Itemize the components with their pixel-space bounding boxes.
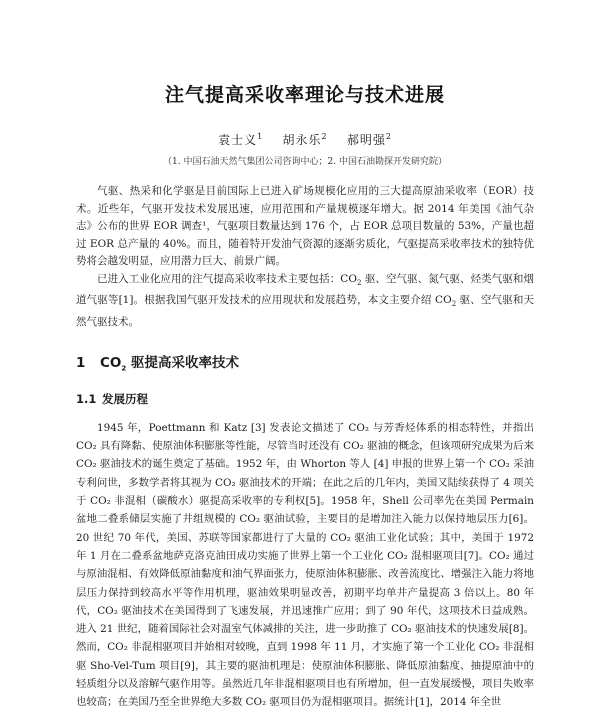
text-run: 已进入工业化应用的注气提高采收率技术主要包括：CO — [97, 272, 357, 285]
subsection-title: 发展历程 — [102, 391, 148, 406]
author-name: 袁士义 — [218, 133, 258, 147]
subscript: 2 — [121, 364, 127, 373]
affiliations: （1. 中国石油天然气集团公司咨询中心；2. 中国石油勘探开发研究院） — [163, 157, 447, 167]
author-affiliation-mark: 2 — [385, 132, 392, 141]
author-name: 郝明强 — [346, 133, 386, 147]
text-run: 驱、空气驱、氮气驱、烃类气驱和烟道气驱等[1]。根据我国气驱开发技术的应用现状和发展趋势，本文主要介绍 CO — [76, 272, 534, 307]
subsection-heading — [76, 391, 534, 407]
intro-paragraph — [76, 271, 534, 332]
body-paragraph: 1945 年，Poettmann 和 Katz [3] 发表论文描述了 CO₂ 与芳香烃体系的相态特性，并指出 CO₂ 具有降黏、使原油体积膨胀等性能，尽管当时还没有 CO₂ 驱油的概念，但该项研究成果为后来 CO₂ 驱油技术的诞生奠定了基础。1952 年，由 Whorton 等人 [4] 申报的世界上第一个 CO₂ 采油专利问世，多数学者将其视为 CO₂ 驱油技术的开端；在此之后的几年内，美国又陆续获得了 4 项关于 CO₂ 非混相（碳酸水）驱提高采收率的专利权[5]。1958 年，Shell 公司率先在美国 Permain 盆地二叠系储层实施了井组规模的 CO₂ 驱油试验，主要目的是增加注入能力以保持地层压力[6]。20 世纪 70 年代，美国、苏联等国家都进行了大量的 CO₂ 驱油工业化试验；其中，美国于 1972 年 1 月在二叠系盆地萨克洛克油田成功实施了世界上第一个工业化 CO₂ 混相驱项目[7]。CO₂ 通过与原油混相、有效降低原油黏度和油气界面张力，使原油体积膨胀、改善流度比、增强注入能力将地层压力保持到较高水平等作用机理，驱油效果明显改善，初期平均单井产量提高 3 倍以上。80 年代，CO₂ 驱油技术在美国得到了飞速发展，并迅速推广应用；到了 90 年代，这项技术日益成熟。进入 21 世纪，随着国际社会对温室气体减排的关注，进一步助推了 CO₂ 驱油技术的快速发展[8]。然而，CO₂ 非混相驱项目并始相对较晚，直到 1998 年 11 月，才实施了第一个工业化 CO₂ 非混相驱 Sho-Vel-Tum 项目[9]，其主要的驱油机理是：使原油体积膨胀、降低原油黏度、抽提原油中的轻质组分以及溶解气驱作用等。虽然近几年非混相驱项目也有所增加，但一直发展缓慢，项目失败率也较高；在美国乃至全世界绝大多数 CO₂ 驱项目仍为混相驱项目。据统计[1]，2014 年全世 — [76, 421, 534, 709]
subsection-number: 1.1 — [76, 391, 97, 406]
text-run: 驱、空气驱和天然气驱技术。 — [76, 294, 534, 328]
introduction — [76, 183, 534, 331]
section-title: 驱提高采收率技术 — [126, 355, 239, 372]
author-affiliation-mark: 1 — [257, 132, 264, 141]
author-line — [76, 131, 534, 148]
subscript: 2 — [451, 300, 457, 309]
body-text — [76, 419, 534, 712]
subscript: 2 — [356, 278, 362, 287]
author-affiliation-mark: 2 — [321, 132, 328, 141]
paper-title: 注气提高采收率理论与技术进展 — [164, 84, 445, 106]
section-number: 1 — [76, 355, 86, 372]
section-title: CO — [100, 355, 122, 372]
author-name: 胡永乐 — [282, 133, 322, 147]
section-heading — [76, 351, 534, 373]
intro-paragraph: 气驱、热采和化学驱是目前国际上已进入矿场规模化应用的三大提高原油采收率（EOR）技术。近些年，气驱开发技术发展迅速，应用范围和产量规模逐年增大。据 2014 年美国《油气杂志》公布的世界 EOR 调查¹，气驱项目数量达到 176 个，占 EOR 总项目数量的 53%，产量也超过 EOR 总产量的 40%。而且，随着特开发油气资源的逐渐劣质化，气驱提高采收率技术的独特优势将会越发明显，应用潜力巨大、前景广阔。 — [76, 185, 534, 267]
